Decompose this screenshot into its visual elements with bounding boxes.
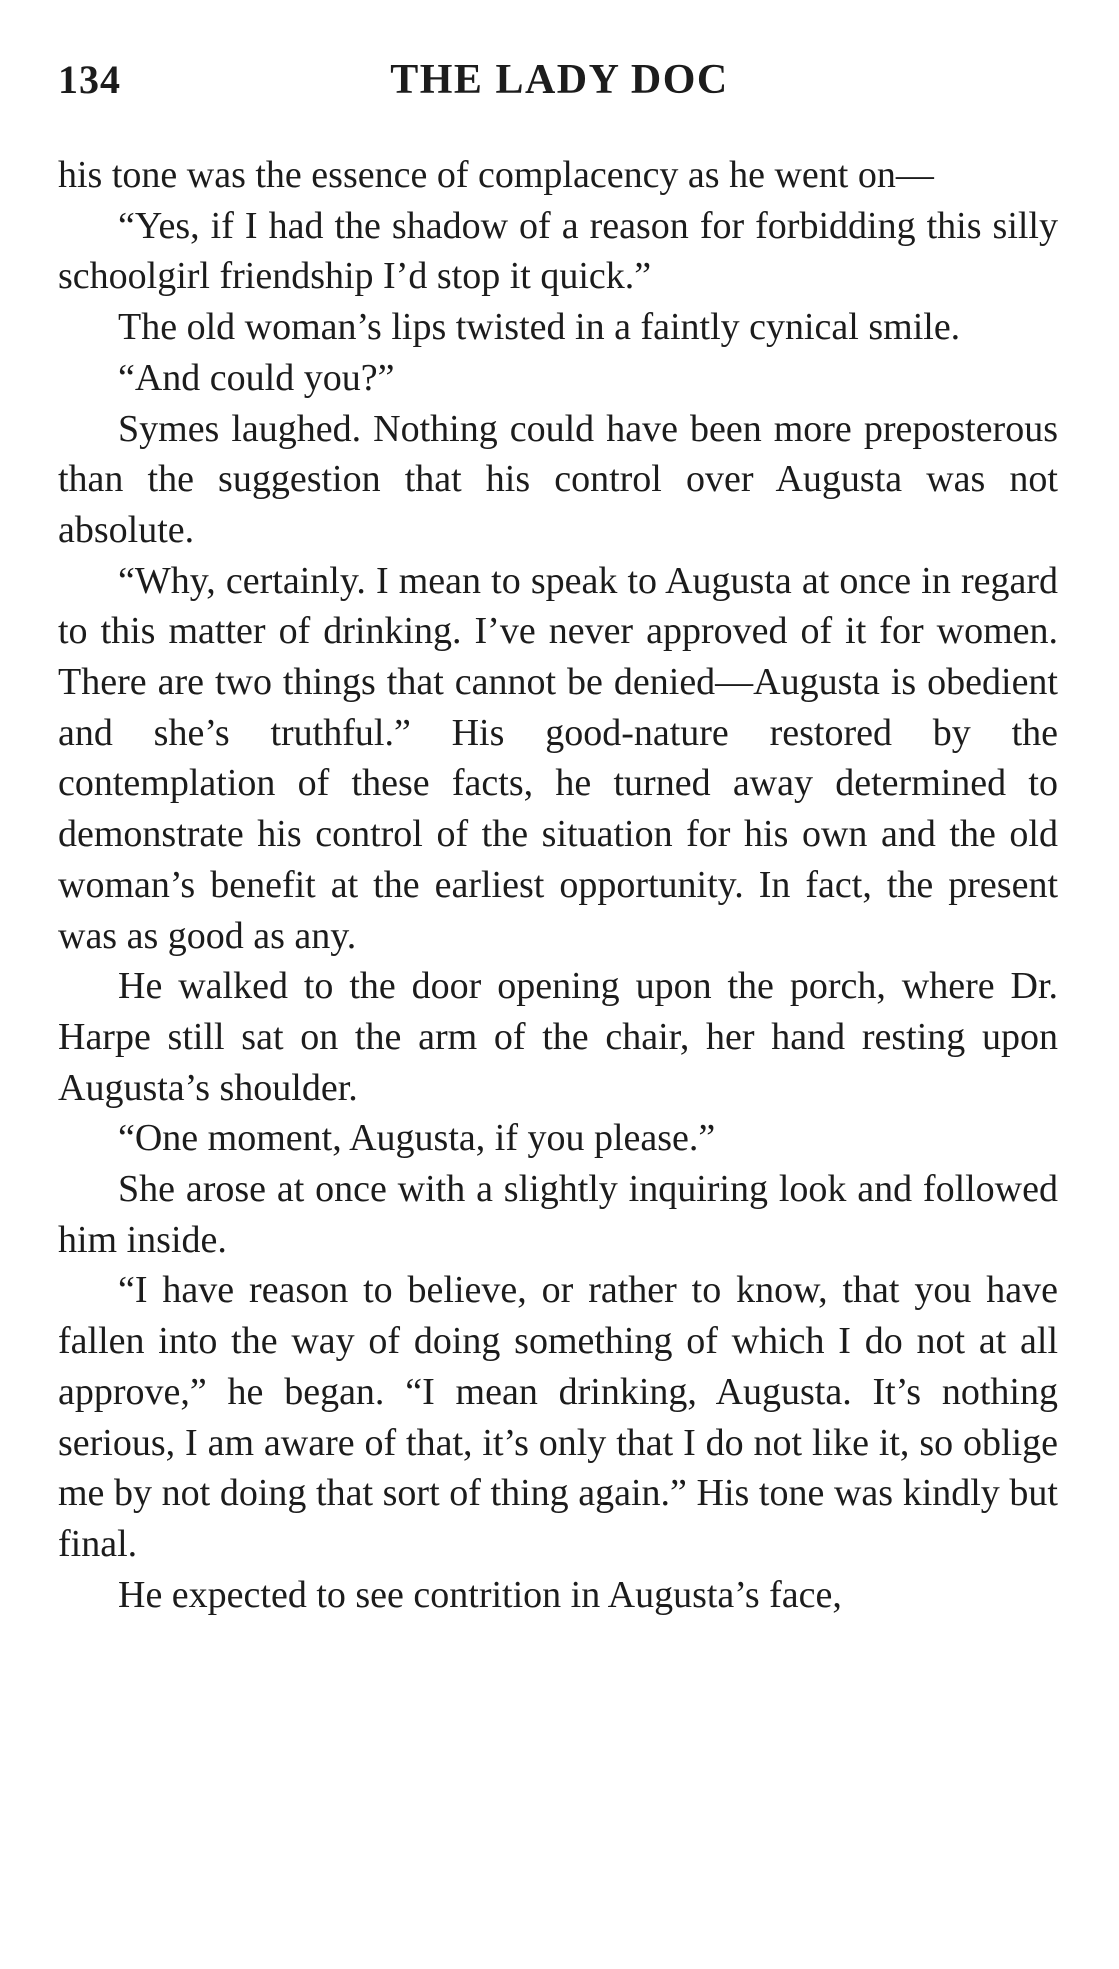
running-head <box>58 56 1061 106</box>
paragraph: “And could you?” <box>118 356 395 399</box>
paragraph-continuation: his tone was the essence of complacency as he went on— <box>58 154 934 196</box>
paragraph: “Why, certainly. I mean to speak to Augusta at once in regard to this matter of drinking. I’ve never approved of it for women. There are two things that cannot be denied—Augusta is obedient and she’s truthful.” His good-nature restored by the contemplation of these facts, he turned away determined to demonstrate his control of the situation for his own and the old woman’s benefit at the earliest opportunity. In fact, the present was as good as any. <box>58 559 1058 957</box>
book-title: THE LADY DOC <box>390 57 729 103</box>
paragraph: Symes laughed. Nothing could have been more preposterous than the suggestion that his control over Augusta was not absolute. <box>58 407 1058 551</box>
paragraph: He walked to the door opening upon the porch, where Dr. Harpe still sat on the arm of the chair, her hand resting upon Augusta’s shoulder. <box>58 965 1058 1109</box>
page-number: 134 <box>58 57 121 102</box>
paragraph: “One moment, Augusta, if you please.” <box>118 1117 716 1160</box>
body-text <box>58 150 1058 1620</box>
paragraph: “I have reason to believe, or rather to know, that you have fallen into the way of doing something of which I do not at all approve,” he began. “I mean drinking, Augusta. It’s nothing serious, I am aware of that, it’s only that I do not like it, so oblige me by not doing that sort of thing again.” His tone was kindly but final. <box>58 1269 1058 1565</box>
paragraph: The old woman’s lips twisted in a faintly cynical smile. <box>118 306 961 349</box>
paragraph: He expected to see contrition in Augusta’s face, <box>118 1573 842 1616</box>
paragraph: She arose at once with a slightly inquiring look and followed him inside. <box>58 1168 1058 1261</box>
paragraph: “Yes, if I had the shadow of a reason for forbidding this silly schoolgirl friendship I’d stop it quick.” <box>58 204 1058 298</box>
